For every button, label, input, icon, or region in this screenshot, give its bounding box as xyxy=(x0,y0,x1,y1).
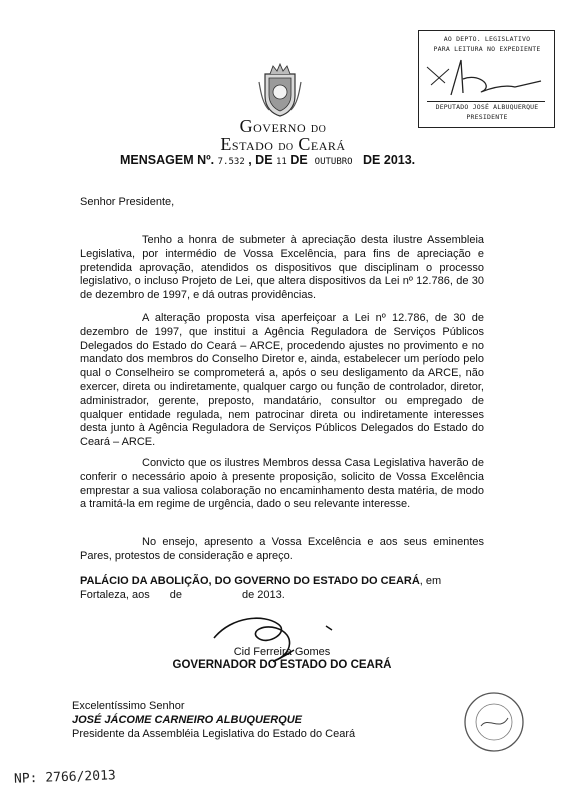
stamp-divider xyxy=(427,101,545,102)
protocol-round-stamp-icon xyxy=(456,688,534,756)
paragraph-1: Tenho a honra de submeter à apreciação desta ilustre Assembleia Legislativa, por intermédio de Vossa Excelência, para fins de apreciação e pretendida aprovação, atendidos os dispositivos que disciplinam o processo legislativo, o incluso Projeto de Lei, que altera dispositivos da Lei nº 12.786, de 30 de dezembro de 1997, e dá outras providências. xyxy=(80,234,484,302)
closing-date-line xyxy=(80,589,484,603)
title-connector: DO xyxy=(310,124,327,135)
closing-year: de 2013. xyxy=(241,589,285,601)
state-rest: STADO xyxy=(231,139,274,153)
closing-place xyxy=(80,575,484,589)
state-coat-of-arms-icon xyxy=(257,62,303,118)
signatory-name: Cid Ferreira Gomes xyxy=(233,646,331,658)
title-rest: OVERNO xyxy=(253,121,307,135)
message-day: 11 xyxy=(276,157,287,167)
paragraph-4: No ensejo, apresento a Vossa Excelência e aos seus eminentes Pares, protestos de consideração e apreço. xyxy=(80,536,484,562)
recipient-role: Presidente da Assembléia Legislativa do Estado do Ceará xyxy=(72,728,356,740)
state-title xyxy=(0,134,566,155)
paragraph-3: Convicto que os ilustres Membros dessa Casa Legislativa haverão de conferir o necessário apoio à presente proposição, solicito de Vossa Excelência emprestar a sua valiosa colaboração no encaminhamento desta matéria, de modo a tramitá-la em regime de urgência, dado o seu relevante interesse. xyxy=(80,457,484,511)
closing-de-a: de xyxy=(169,589,182,601)
message-label: MENSAGEM Nº. xyxy=(120,153,215,167)
receipt-stamp xyxy=(418,30,555,128)
stamp-line-3: DEPUTADO JOSÉ ALBUQUERQUE xyxy=(435,103,539,111)
stamp-handwritten-signature xyxy=(423,55,548,100)
recipient-greeting: Excelentíssimo Senhor xyxy=(72,700,185,712)
message-number: 7.532 xyxy=(217,157,245,167)
state-initial: E xyxy=(220,134,232,154)
stamp-line-1: AO DEPTO. LEGISLATIVO xyxy=(443,35,531,43)
closing-city: Fortaleza, aos xyxy=(80,589,150,601)
message-month: OUTUBRO xyxy=(314,157,353,167)
stamp-line-2: PARA LEITURA NO EXPEDIENTE xyxy=(433,45,541,53)
message-de-2: DE xyxy=(290,153,308,167)
title-initial: G xyxy=(239,116,254,136)
closing-bold: PALÁCIO DA ABOLIÇÃO, DO GOVERNO DO ESTADO DO CEARÁ xyxy=(80,575,420,587)
message-year: DE 2013. xyxy=(363,153,416,167)
state-connector: DO xyxy=(278,142,294,153)
message-header xyxy=(120,153,415,167)
ceara-rest: EARÁ xyxy=(310,139,346,153)
closing-rest: , em xyxy=(419,575,442,587)
message-de-1: , DE xyxy=(248,153,273,167)
recipient-name: JOSÉ JÁCOME CARNEIRO ALBUQUERQUE xyxy=(72,714,303,726)
ceara-initial: C xyxy=(298,134,311,154)
paragraph-2: A alteração proposta visa aperfeiçoar a Lei nº 12.786, de 30 de dezembro de 1997, que institui a Agência Reguladora de Serviços Públicos Delegados do Estado do Ceará – ARCE, procedendo ajustes no provimento e no mandato dos membros do Conselho Diretor e, ainda, estabelecer um período pelo qual o Conselheiro se comprometerá a, após o seu desligamento da ARCE, não exercer, direta ou indiretamente, qualquer cargo ou função de controlador, diretor, administrador, gerente, preposto, mandatário, consultor ou empregado de qualquer entidade regulada, nem patrocinar direta ou indiretamente interesses desta junto à Agência Reguladora de Serviços Públicos Delegados do Estado do Ceará – ARCE. xyxy=(80,312,484,449)
handwritten-protocol-number: NP: 2766/2013 xyxy=(13,768,116,787)
stamp-line-4: PRESIDENTE xyxy=(466,113,508,121)
signatory-title: GOVERNADOR DO ESTADO DO CEARÁ xyxy=(172,659,392,671)
salutation: Senhor Presidente, xyxy=(80,196,175,208)
